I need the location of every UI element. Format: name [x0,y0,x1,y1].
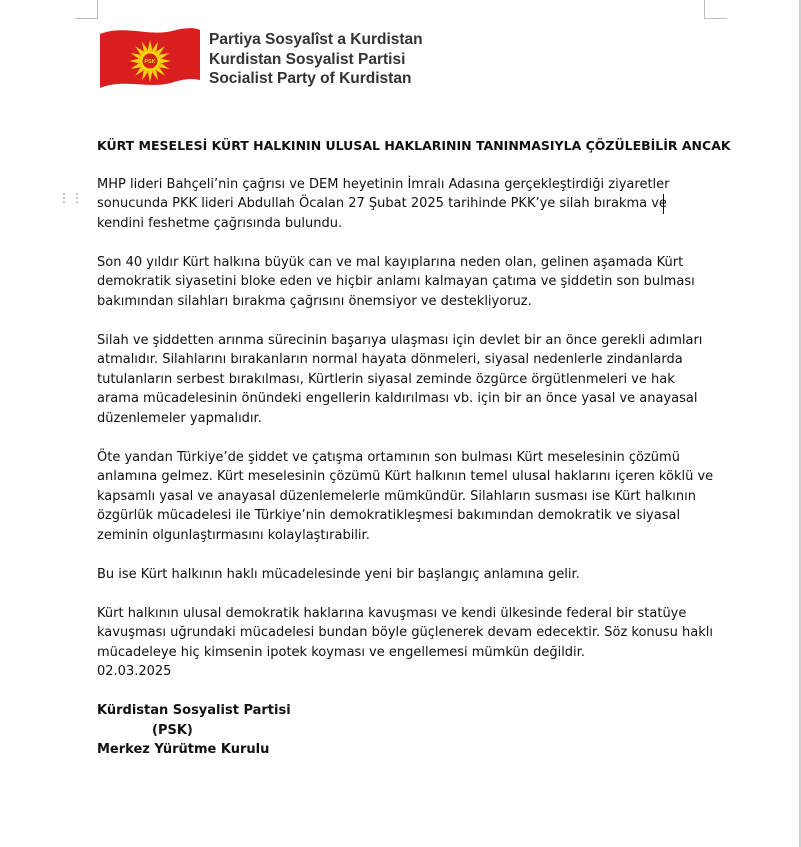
party-name-english: Socialist Party of Kurdistan [209,70,412,87]
party-names [209,30,423,89]
crop-mark-top-right [704,0,727,19]
signature-abbr: (PSK) [152,722,193,738]
psk-flag-logo [98,24,202,90]
paragraph: Silah ve şiddetten arınma sürecinin başarıya ulaşması için devlet bir an önce gerekli adımları atmalıdır. Silahlarını bırakanların normal hayata dönmeleri, siyasal nedenlerle zindanlarda tutulanların serbest bırakılması, Kürtlerin siyasal zeminde özgürce örgütlenmeleri ve hak arama mücadelesinin önündeki engellerin kaldırılması vb. için bir an önce yasal ve anayasal düzenlemeler yapmalıdır. [97,332,703,426]
party-name-turkish: Kurdistan Sosyalist Partisi [209,50,406,68]
document-title: KÜRT MESELESİ KÜRT HALKININ ULUSAL HAKLARININ TANINMASIYLA ÇÖZÜLEBİLİR ANCAK [97,138,731,153]
paragraph: Kürt halkının ulusal demokratik haklarına kavuşması ve kendi ülkesinde federal bir statüye kavuşması uğrundaki mücadelesi bundan böyle güçlenerek devam edecektir. Söz konusu haklı mücadeleye hiç kimsenin ipotek koyması ve engellemesi mümkün değildir. [97,605,713,660]
logo-text: PSK [144,59,156,66]
crop-mark-top-left [75,0,98,19]
party-name-kurmanji: Partiya Sosyalîst a Kurdistan [209,31,423,48]
signature-body: Merkez Yürütme Kurulu [97,742,270,757]
paragraph: MHP lideri Bahçeli’nin çağrısı ve DEM heyetinin İmralı Adasına gerçekleştirdiği ziyaretler sonucunda PKK lideri Abdullah Öcalan 27 Şubat 2025 tarihinde PKK’ye silah bırakma ve kendini feshetme çağrısında bulundu. [97,176,670,231]
document-body[interactable] [97,136,731,760]
paragraph: Öte yandan Türkiye’de şiddet ve çatışma ortamının son bulması Kürt meselesinin çözümü anlamına gelmez. Kürt meselesinin çözümü Kürt halkının temel ulusal haklarını içeren köklü ve kapsamlı yasal ve anayasal düzenlemelerle mümkündür. Silahların susması ise Kürt halkının özgürlük mücadelesi ile Türkiye’nin demokratikleşmesi bakımından demokratik ve siyasal zeminin olgunlaştırmasını kolaylaştırabilir. [97,449,714,543]
document-date: 02.03.2025 [97,664,172,679]
sun-icon [129,40,171,82]
drag-handle-icon[interactable]: ⋮⋮ [58,191,84,205]
signature-org: Kürdistan Sosyalist Partisi [97,703,291,718]
paragraph: Son 40 yıldır Kürt halkına büyük can ve mal kayıplarına neden olan, gelinen aşamada Kürt demokratik siyasetini bloke eden ve hiçbir anlamı kalmayan çatıma ve şiddetin son bulması bakımından silahları bırakma çağrısını önemsiyor ve destekliyoruz. [97,254,695,309]
paragraph: Bu ise Kürt halkının haklı mücadelesinde yeni bir başlangıç anlamına gelir. [97,566,580,582]
